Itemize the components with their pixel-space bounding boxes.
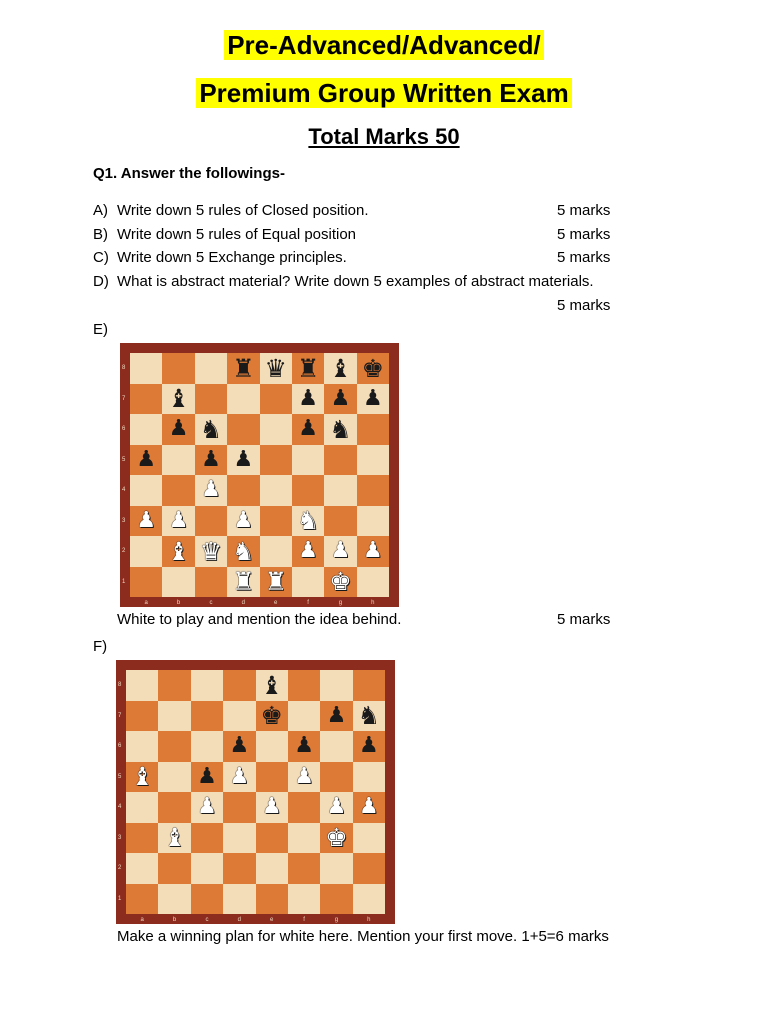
square-d1 [223, 884, 255, 915]
black-queen-icon: ♛ [264, 353, 287, 383]
square-c7 [195, 384, 227, 415]
square-e5 [260, 445, 292, 476]
rank-label: 2 [122, 548, 126, 555]
square-a3 [130, 506, 162, 537]
square-b1 [162, 567, 194, 598]
white-pawn-icon: ♟ [136, 507, 157, 533]
square-d5 [223, 762, 255, 793]
black-knight-icon: ♞ [329, 414, 352, 444]
black-king-icon: ♚ [361, 353, 385, 383]
square-g5 [320, 762, 352, 793]
white-knight-icon: ♞ [232, 536, 255, 566]
square-e3 [260, 506, 292, 537]
black-pawn-icon: ♟ [136, 446, 157, 472]
square-c1 [191, 884, 223, 915]
square-e2 [256, 853, 288, 884]
black-pawn-icon: ♟ [298, 416, 318, 442]
square-d4 [223, 792, 255, 823]
square-c4 [191, 792, 223, 823]
square-g1 [324, 567, 356, 598]
square-h4 [353, 792, 385, 823]
square-b2 [158, 853, 190, 884]
square-e4 [256, 792, 288, 823]
square-f2 [292, 536, 324, 567]
square-b4 [158, 792, 190, 823]
black-bishop-icon: ♝ [329, 353, 352, 383]
black-knight-icon: ♞ [357, 701, 381, 731]
black-rook-icon: ♜ [296, 353, 320, 383]
square-f1 [292, 567, 324, 598]
black-pawn-icon: ♟ [201, 446, 221, 472]
square-c2 [191, 853, 223, 884]
question-item-e-letter: E) [93, 321, 108, 338]
square-d3 [227, 506, 259, 537]
square-c5 [195, 445, 227, 476]
square-d8 [223, 670, 255, 701]
chess-board-f-grid [126, 670, 385, 914]
white-knight-icon: ♞ [296, 506, 320, 536]
square-e6 [256, 731, 288, 762]
square-e7 [260, 384, 292, 415]
square-c8 [195, 353, 227, 384]
black-pawn-icon: ♟ [229, 733, 250, 759]
square-d4 [227, 475, 259, 506]
rank-label: 6 [122, 426, 126, 433]
black-pawn-icon: ♟ [168, 416, 189, 442]
square-d7 [223, 701, 255, 732]
black-rook-icon: ♜ [232, 353, 255, 383]
square-b6 [158, 731, 190, 762]
question-e-caption: White to play and mention the idea behind. [117, 611, 402, 628]
square-h2 [353, 853, 385, 884]
square-d7 [227, 384, 259, 415]
square-f1 [288, 884, 320, 915]
black-knight-icon: ♞ [199, 414, 223, 444]
square-f5 [288, 762, 320, 793]
square-h8 [353, 670, 385, 701]
square-h7 [357, 384, 389, 415]
square-b3 [158, 823, 190, 854]
exam-title-line-1: Pre-Advanced/Advanced/ [0, 28, 768, 62]
square-d8 [227, 353, 259, 384]
square-c3 [195, 506, 227, 537]
square-h1 [357, 567, 389, 598]
file-label: b [172, 917, 177, 923]
square-b8 [158, 670, 190, 701]
rank-label: 3 [118, 834, 122, 841]
black-pawn-icon: ♟ [298, 385, 318, 411]
square-f2 [288, 853, 320, 884]
file-label: c [209, 600, 213, 606]
square-h5 [357, 445, 389, 476]
white-queen-icon: ♛ [199, 536, 223, 566]
rank-label: 7 [118, 712, 122, 719]
file-label: h [367, 917, 371, 923]
square-a6 [130, 414, 162, 445]
file-label: d [241, 600, 245, 606]
file-label: f [307, 600, 309, 606]
black-king-icon: ♚ [260, 701, 283, 731]
file-label: e [270, 917, 274, 923]
square-d1 [227, 567, 259, 598]
rank-label: 8 [122, 365, 126, 372]
square-c6 [191, 731, 223, 762]
white-pawn-icon: ♟ [362, 538, 383, 564]
square-h6 [357, 414, 389, 445]
square-b6 [162, 414, 194, 445]
square-h2 [357, 536, 389, 567]
file-label: g [338, 600, 343, 606]
square-g6 [320, 731, 352, 762]
board-rank-labels [122, 353, 125, 597]
white-pawn-icon: ♟ [330, 538, 351, 564]
white-pawn-icon: ♟ [298, 538, 318, 564]
square-h5 [353, 762, 385, 793]
square-a7 [130, 384, 162, 415]
white-king-icon: ♚ [325, 823, 348, 853]
square-a5 [126, 762, 158, 793]
square-a6 [126, 731, 158, 762]
chess-board-e [120, 343, 399, 607]
rank-label: 5 [118, 773, 122, 780]
white-pawn-icon: ♟ [326, 794, 347, 820]
square-g8 [324, 353, 356, 384]
square-e6 [260, 414, 292, 445]
black-pawn-icon: ♟ [294, 733, 314, 759]
black-pawn-icon: ♟ [330, 385, 351, 411]
rank-label: 5 [122, 456, 126, 463]
black-pawn-icon: ♟ [326, 702, 347, 728]
black-pawn-icon: ♟ [197, 763, 217, 789]
square-d5 [227, 445, 259, 476]
file-label: a [140, 917, 144, 923]
square-a2 [130, 536, 162, 567]
white-pawn-icon: ♟ [229, 763, 250, 789]
square-e7 [256, 701, 288, 732]
black-bishop-icon: ♝ [167, 384, 190, 414]
chess-board-f [116, 660, 395, 924]
rank-label: 4 [118, 804, 122, 811]
square-d2 [227, 536, 259, 567]
square-d3 [223, 823, 255, 854]
square-f8 [288, 670, 320, 701]
square-f3 [288, 823, 320, 854]
square-c6 [195, 414, 227, 445]
black-pawn-icon: ♟ [358, 733, 379, 759]
square-b3 [162, 506, 194, 537]
square-g5 [324, 445, 356, 476]
square-c8 [191, 670, 223, 701]
square-f7 [288, 701, 320, 732]
square-f4 [288, 792, 320, 823]
square-f3 [292, 506, 324, 537]
square-a7 [126, 701, 158, 732]
white-pawn-icon: ♟ [233, 507, 254, 533]
square-e5 [256, 762, 288, 793]
file-label: h [371, 600, 375, 606]
square-d2 [223, 853, 255, 884]
square-e1 [256, 884, 288, 915]
square-h3 [357, 506, 389, 537]
square-b2 [162, 536, 194, 567]
rank-label: 1 [122, 578, 126, 585]
question-heading: Q1. Answer the followings- [93, 165, 285, 182]
board-rank-labels [118, 670, 121, 914]
square-g7 [320, 701, 352, 732]
square-e1 [260, 567, 292, 598]
total-marks: Total Marks 50 [308, 124, 460, 149]
file-label: g [334, 917, 339, 923]
square-g3 [320, 823, 352, 854]
square-a1 [130, 567, 162, 598]
file-label: b [176, 600, 181, 606]
square-c2 [195, 536, 227, 567]
square-g2 [320, 853, 352, 884]
white-bishop-icon: ♝ [167, 536, 190, 566]
file-label: d [237, 917, 241, 923]
square-f4 [292, 475, 324, 506]
white-rook-icon: ♜ [264, 567, 287, 597]
exam-title-line-2: Premium Group Written Exam [0, 76, 768, 110]
square-f6 [288, 731, 320, 762]
square-e8 [260, 353, 292, 384]
file-label: e [274, 600, 278, 606]
white-pawn-icon: ♟ [294, 763, 314, 789]
white-bishop-icon: ♝ [163, 823, 186, 853]
square-a8 [126, 670, 158, 701]
board-file-labels [130, 600, 389, 606]
square-f6 [292, 414, 324, 445]
square-c5 [191, 762, 223, 793]
rank-label: 7 [122, 395, 126, 402]
white-rook-icon: ♜ [232, 567, 255, 597]
white-king-icon: ♚ [329, 567, 352, 597]
white-pawn-icon: ♟ [201, 477, 221, 503]
rank-label: 3 [122, 517, 126, 524]
square-g4 [320, 792, 352, 823]
square-b1 [158, 884, 190, 915]
white-pawn-icon: ♟ [261, 794, 282, 820]
question-f-caption: Make a winning plan for white here. Mention your first move. 1+5=6 marks [117, 928, 609, 945]
square-g7 [324, 384, 356, 415]
square-c4 [195, 475, 227, 506]
square-e2 [260, 536, 292, 567]
square-e3 [256, 823, 288, 854]
white-pawn-icon: ♟ [168, 507, 189, 533]
file-label: f [303, 917, 305, 923]
square-h4 [357, 475, 389, 506]
rank-label: 8 [118, 682, 122, 689]
square-a8 [130, 353, 162, 384]
square-c7 [191, 701, 223, 732]
square-b7 [162, 384, 194, 415]
square-a5 [130, 445, 162, 476]
square-g6 [324, 414, 356, 445]
white-bishop-icon: ♝ [130, 762, 154, 792]
black-pawn-icon: ♟ [362, 385, 383, 411]
black-pawn-icon: ♟ [233, 446, 254, 472]
square-b8 [162, 353, 194, 384]
square-b5 [162, 445, 194, 476]
white-pawn-icon: ♟ [197, 794, 217, 820]
square-a4 [126, 792, 158, 823]
square-g8 [320, 670, 352, 701]
rank-label: 2 [118, 865, 122, 872]
chess-board-e-grid [130, 353, 389, 597]
square-d6 [227, 414, 259, 445]
square-e8 [256, 670, 288, 701]
rank-label: 1 [118, 895, 122, 902]
square-f5 [292, 445, 324, 476]
square-b5 [158, 762, 190, 793]
square-g4 [324, 475, 356, 506]
square-d6 [223, 731, 255, 762]
square-f7 [292, 384, 324, 415]
square-a3 [126, 823, 158, 854]
square-a4 [130, 475, 162, 506]
square-b7 [158, 701, 190, 732]
square-h8 [357, 353, 389, 384]
square-f8 [292, 353, 324, 384]
black-bishop-icon: ♝ [260, 670, 283, 700]
square-h7 [353, 701, 385, 732]
square-a2 [126, 853, 158, 884]
square-e4 [260, 475, 292, 506]
question-item-f-letter: F) [93, 638, 108, 655]
square-h1 [353, 884, 385, 915]
file-label: a [144, 600, 148, 606]
question-e-marks: 5 marks [557, 611, 611, 628]
square-c1 [195, 567, 227, 598]
square-g2 [324, 536, 356, 567]
square-g1 [320, 884, 352, 915]
square-g3 [324, 506, 356, 537]
file-label: c [205, 917, 209, 923]
rank-label: 4 [122, 487, 126, 494]
board-file-labels [126, 917, 385, 923]
square-b4 [162, 475, 194, 506]
square-c3 [191, 823, 223, 854]
rank-label: 6 [118, 743, 122, 750]
square-h3 [353, 823, 385, 854]
square-a1 [126, 884, 158, 915]
square-h6 [353, 731, 385, 762]
white-pawn-icon: ♟ [358, 794, 379, 820]
